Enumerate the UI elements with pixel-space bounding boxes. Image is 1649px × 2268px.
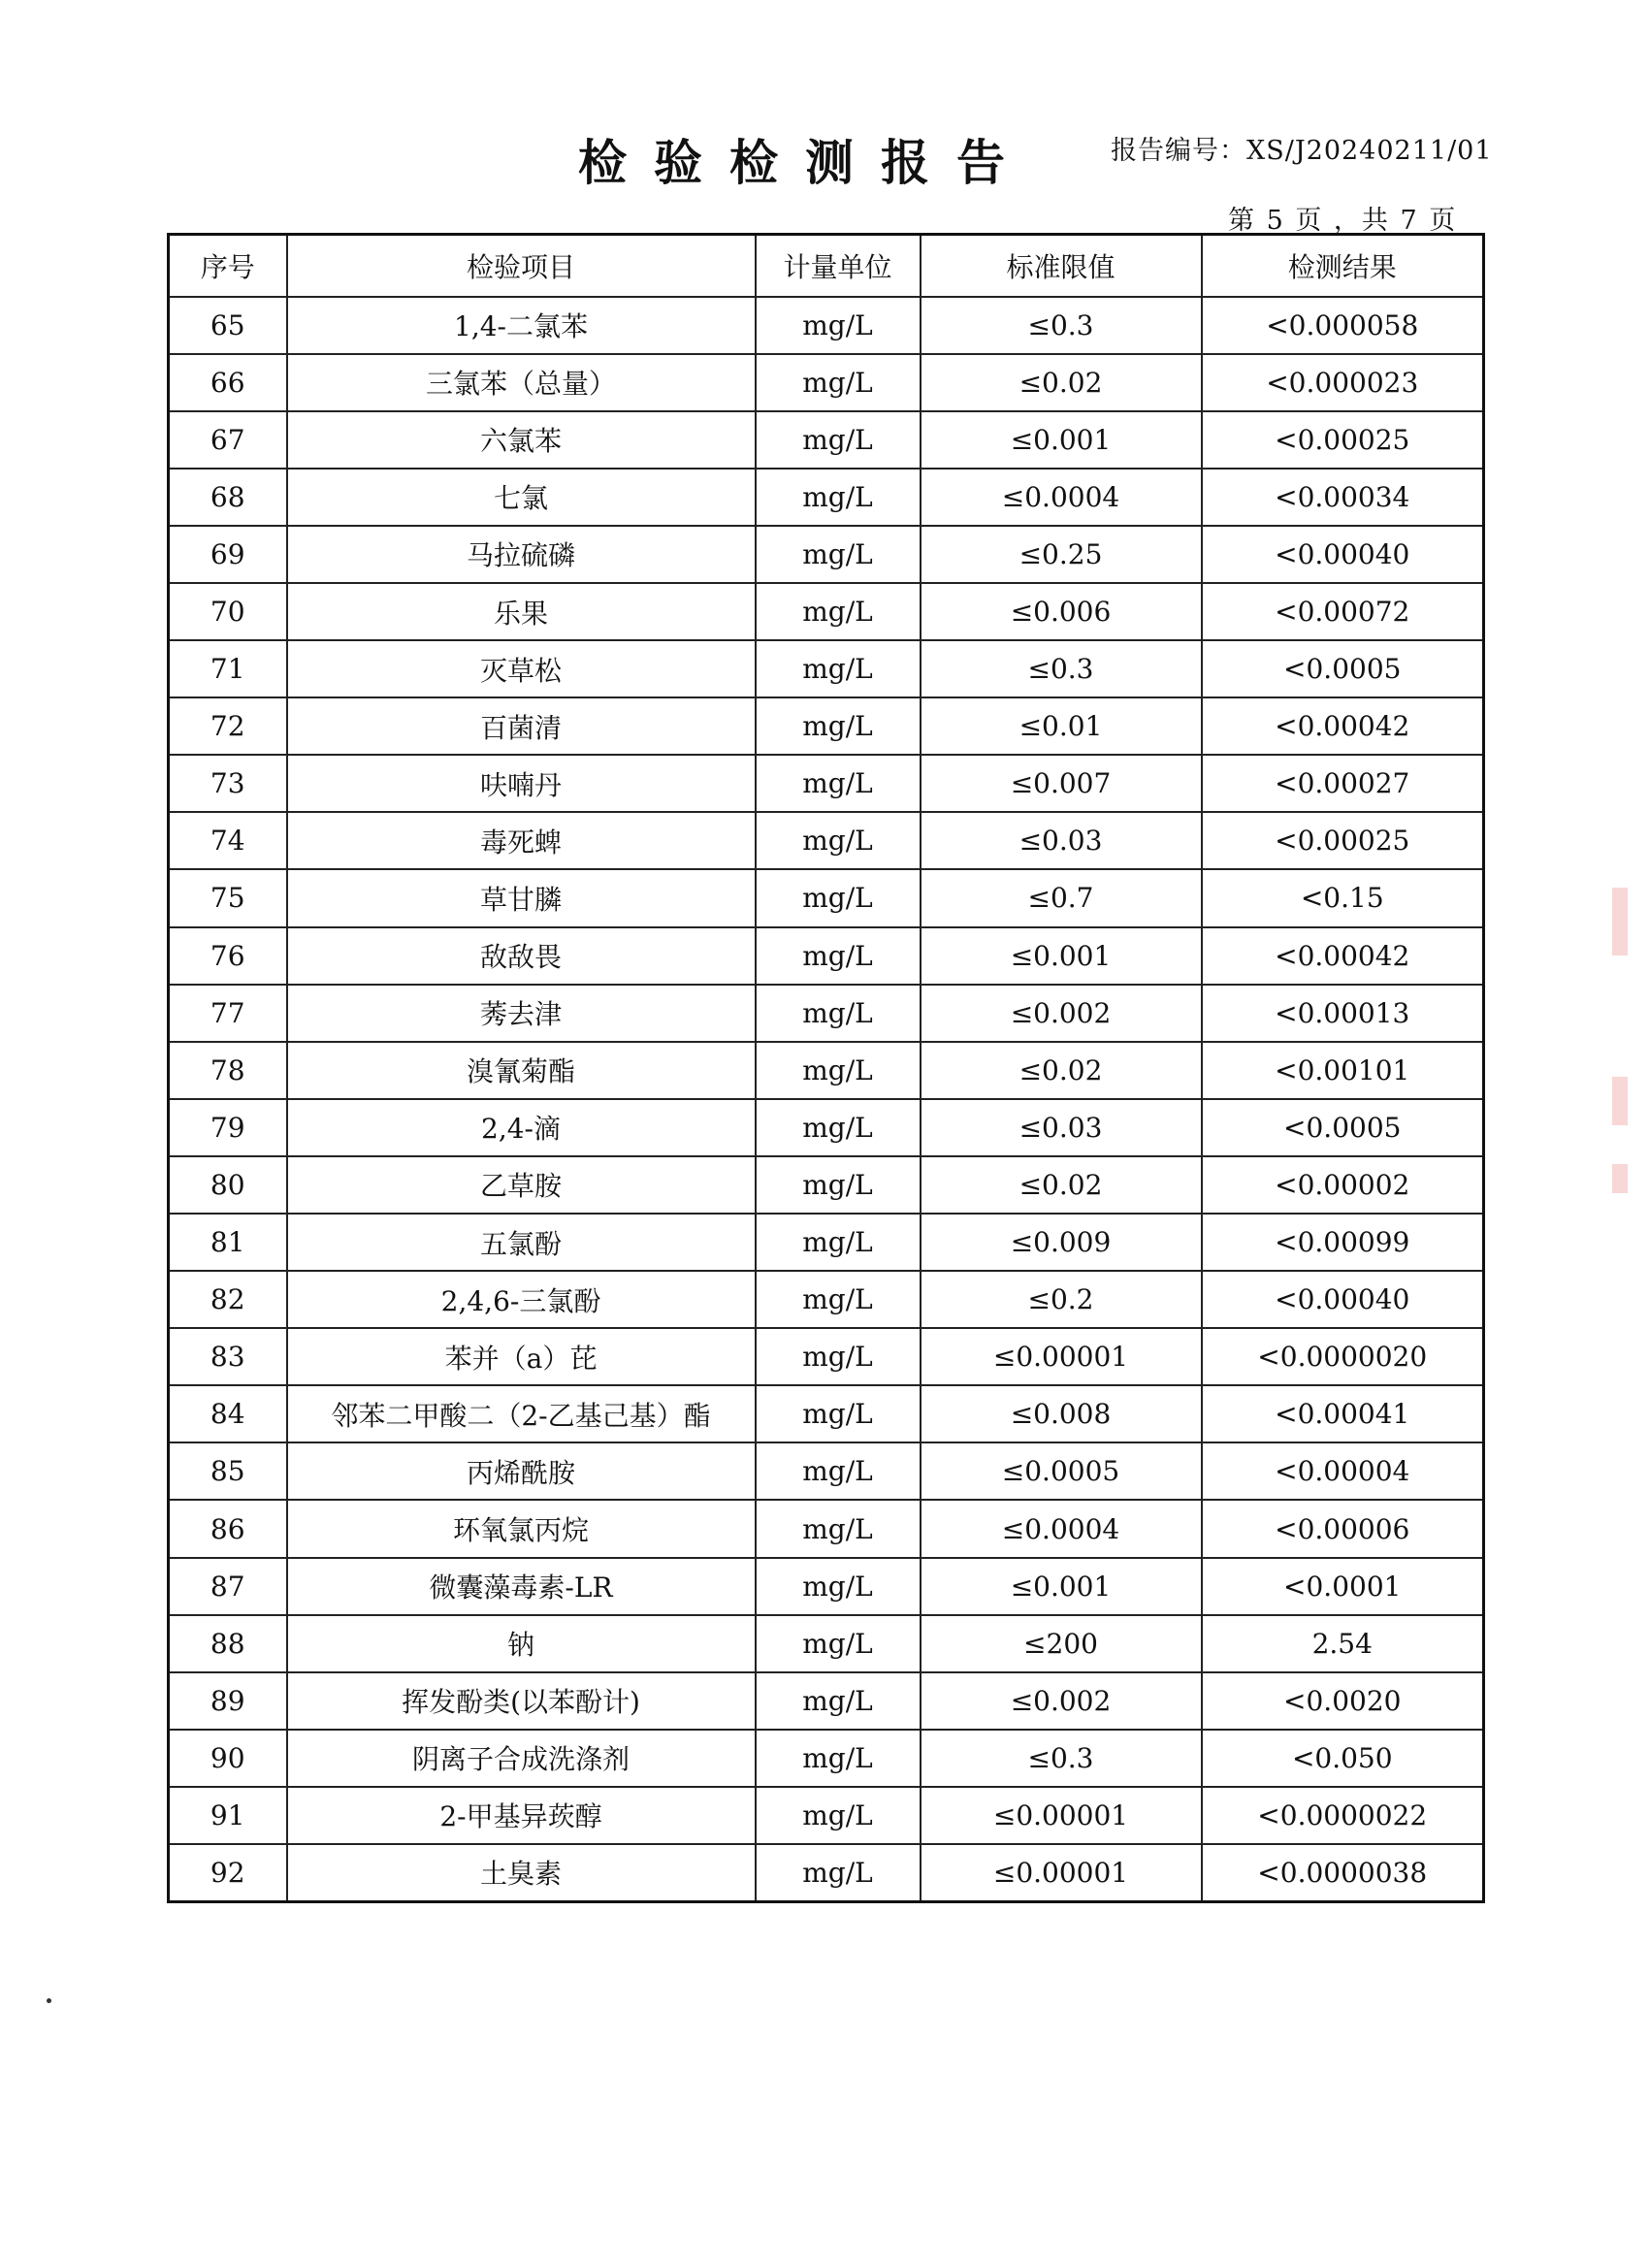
page-indicator: 第 5 页 ，共 7 页 [1228, 206, 1458, 236]
column-header-result: 检测结果 [1202, 235, 1484, 297]
cell-limit: ≤0.001 [921, 927, 1202, 985]
cell-limit: ≤0.0004 [921, 1500, 1202, 1557]
cell-result: <0.00042 [1202, 697, 1484, 755]
cell-limit: ≤0.006 [921, 583, 1202, 640]
cell-limit: ≤0.002 [921, 1672, 1202, 1730]
cell-seq: 84 [169, 1385, 287, 1442]
cell-unit: mg/L [756, 1385, 921, 1442]
cell-result: <0.00006 [1202, 1500, 1484, 1557]
table-row [169, 1099, 1484, 1156]
cell-limit: ≤0.3 [921, 297, 1202, 354]
cell-unit: mg/L [756, 755, 921, 812]
cell-limit: ≤0.009 [921, 1214, 1202, 1271]
cell-limit: ≤0.0005 [921, 1442, 1202, 1500]
table-row [169, 1328, 1484, 1385]
cell-result: <0.000058 [1202, 297, 1484, 354]
table-row [169, 1271, 1484, 1328]
cell-unit: mg/L [756, 1558, 921, 1615]
cell-unit: mg/L [756, 297, 921, 354]
cell-unit: mg/L [756, 1042, 921, 1099]
cell-unit: mg/L [756, 1787, 921, 1844]
cell-result: <0.0005 [1202, 1099, 1484, 1156]
cell-limit: ≤0.001 [921, 411, 1202, 469]
cell-unit: mg/L [756, 1099, 921, 1156]
cell-limit: ≤0.01 [921, 697, 1202, 755]
table-row [169, 583, 1484, 640]
cell-item: 乙草胺 [287, 1156, 756, 1214]
cell-item: 三氯苯（总量） [287, 354, 756, 411]
cell-seq: 69 [169, 526, 287, 583]
cell-unit: mg/L [756, 927, 921, 985]
seal-edge-mark [1612, 1164, 1628, 1193]
cell-unit: mg/L [756, 1672, 921, 1730]
cell-seq: 74 [169, 812, 287, 869]
cell-seq: 86 [169, 1500, 287, 1557]
cell-item: 2-甲基异莰醇 [287, 1787, 756, 1844]
table-row [169, 1214, 1484, 1271]
cell-seq: 78 [169, 1042, 287, 1099]
cell-unit: mg/L [756, 640, 921, 697]
table-row [169, 526, 1484, 583]
cell-result: <0.0001 [1202, 1558, 1484, 1615]
cell-item: 敌敌畏 [287, 927, 756, 985]
cell-result: <0.00101 [1202, 1042, 1484, 1099]
cell-result: <0.00013 [1202, 985, 1484, 1042]
table-row [169, 812, 1484, 869]
cell-item: 六氯苯 [287, 411, 756, 469]
table-header-row [169, 235, 1484, 297]
cell-seq: 79 [169, 1099, 287, 1156]
cell-unit: mg/L [756, 1615, 921, 1672]
cell-seq: 90 [169, 1730, 287, 1787]
cell-result: <0.00034 [1202, 469, 1484, 526]
cell-unit: mg/L [756, 1271, 921, 1328]
table-row [169, 755, 1484, 812]
seal-edge-mark [1612, 1077, 1628, 1125]
cell-item: 乐果 [287, 583, 756, 640]
table-row [169, 985, 1484, 1042]
cell-seq: 77 [169, 985, 287, 1042]
scan-speck [47, 1998, 51, 2003]
cell-result: <0.00099 [1202, 1214, 1484, 1271]
column-header-limit: 标准限值 [921, 235, 1202, 297]
table-row [169, 469, 1484, 526]
table-row [169, 1730, 1484, 1787]
cell-result: <0.00042 [1202, 927, 1484, 985]
cell-limit: ≤0.00001 [921, 1787, 1202, 1844]
table-row [169, 1844, 1484, 1901]
cell-limit: ≤200 [921, 1615, 1202, 1672]
cell-unit: mg/L [756, 1730, 921, 1787]
table-row [169, 297, 1484, 354]
test-results-table [167, 233, 1485, 1903]
cell-limit: ≤0.008 [921, 1385, 1202, 1442]
cell-result: <0.00002 [1202, 1156, 1484, 1214]
cell-seq: 73 [169, 755, 287, 812]
cell-item: 百菌清 [287, 697, 756, 755]
cell-result: <0.00072 [1202, 583, 1484, 640]
cell-item: 钠 [287, 1615, 756, 1672]
column-header-unit: 计量单位 [756, 235, 921, 297]
cell-result: <0.050 [1202, 1730, 1484, 1787]
cell-unit: mg/L [756, 1500, 921, 1557]
cell-unit: mg/L [756, 697, 921, 755]
cell-result: <0.00027 [1202, 755, 1484, 812]
table-row [169, 1615, 1484, 1672]
cell-result: <0.000023 [1202, 354, 1484, 411]
cell-seq: 68 [169, 469, 287, 526]
cell-result: <0.0020 [1202, 1672, 1484, 1730]
cell-unit: mg/L [756, 985, 921, 1042]
cell-item: 土臭素 [287, 1844, 756, 1901]
cell-seq: 76 [169, 927, 287, 985]
cell-unit: mg/L [756, 1214, 921, 1271]
cell-result: <0.00040 [1202, 1271, 1484, 1328]
column-header-item: 检验项目 [287, 235, 756, 297]
cell-seq: 67 [169, 411, 287, 469]
cell-item: 邻苯二甲酸二（2-乙基己基）酯 [287, 1385, 756, 1442]
cell-seq: 65 [169, 297, 287, 354]
cell-item: 阴离子合成洗涤剂 [287, 1730, 756, 1787]
cell-result: <0.0000038 [1202, 1844, 1484, 1901]
table-row [169, 411, 1484, 469]
cell-seq: 72 [169, 697, 287, 755]
cell-limit: ≤0.0004 [921, 469, 1202, 526]
cell-unit: mg/L [756, 1442, 921, 1500]
cell-seq: 82 [169, 1271, 287, 1328]
report-title: 检验检测报告 [578, 134, 1032, 191]
table-row [169, 869, 1484, 926]
cell-result: <0.0000022 [1202, 1787, 1484, 1844]
cell-item: 环氧氯丙烷 [287, 1500, 756, 1557]
cell-item: 苯并（a）芘 [287, 1328, 756, 1385]
cell-item: 挥发酚类(以苯酚计) [287, 1672, 756, 1730]
cell-item: 马拉硫磷 [287, 526, 756, 583]
cell-limit: ≤0.00001 [921, 1844, 1202, 1901]
cell-result: <0.00004 [1202, 1442, 1484, 1500]
cell-limit: ≤0.007 [921, 755, 1202, 812]
cell-seq: 66 [169, 354, 287, 411]
cell-limit: ≤0.03 [921, 812, 1202, 869]
table-row [169, 697, 1484, 755]
cell-unit: mg/L [756, 1844, 921, 1901]
cell-limit: ≤0.02 [921, 1156, 1202, 1214]
table-row [169, 1442, 1484, 1500]
cell-limit: ≤0.2 [921, 1271, 1202, 1328]
cell-item: 微囊藻毒素-LR [287, 1558, 756, 1615]
cell-seq: 91 [169, 1787, 287, 1844]
cell-item: 1,4-二氯苯 [287, 297, 756, 354]
cell-result: <0.00040 [1202, 526, 1484, 583]
cell-limit: ≤0.3 [921, 1730, 1202, 1787]
table-row [169, 1500, 1484, 1557]
cell-unit: mg/L [756, 469, 921, 526]
table-row [169, 1558, 1484, 1615]
table-row [169, 640, 1484, 697]
cell-unit: mg/L [756, 583, 921, 640]
column-header-seq: 序号 [169, 235, 287, 297]
cell-unit: mg/L [756, 1156, 921, 1214]
cell-unit: mg/L [756, 354, 921, 411]
cell-result: <0.0005 [1202, 640, 1484, 697]
cell-limit: ≤0.25 [921, 526, 1202, 583]
table-row [169, 927, 1484, 985]
table-row [169, 354, 1484, 411]
cell-limit: ≤0.7 [921, 869, 1202, 926]
cell-seq: 92 [169, 1844, 287, 1901]
cell-item: 灭草松 [287, 640, 756, 697]
cell-item: 七氯 [287, 469, 756, 526]
cell-seq: 83 [169, 1328, 287, 1385]
cell-seq: 81 [169, 1214, 287, 1271]
cell-unit: mg/L [756, 812, 921, 869]
cell-limit: ≤0.001 [921, 1558, 1202, 1615]
cell-limit: ≤0.002 [921, 985, 1202, 1042]
cell-seq: 88 [169, 1615, 287, 1672]
cell-item: 草甘膦 [287, 869, 756, 926]
cell-seq: 70 [169, 583, 287, 640]
table-row [169, 1385, 1484, 1442]
cell-result: <0.00041 [1202, 1385, 1484, 1442]
report-number: 报告编号：XS/J20240211/01 [1111, 136, 1493, 166]
cell-result: <0.00025 [1202, 411, 1484, 469]
cell-item: 2,4-滴 [287, 1099, 756, 1156]
cell-seq: 75 [169, 869, 287, 926]
cell-result: <0.00025 [1202, 812, 1484, 869]
cell-item: 溴氰菊酯 [287, 1042, 756, 1099]
cell-limit: ≤0.03 [921, 1099, 1202, 1156]
cell-seq: 71 [169, 640, 287, 697]
cell-unit: mg/L [756, 869, 921, 926]
table-row [169, 1787, 1484, 1844]
cell-result: <0.0000020 [1202, 1328, 1484, 1385]
table-row [169, 1156, 1484, 1214]
cell-limit: ≤0.00001 [921, 1328, 1202, 1385]
cell-item: 莠去津 [287, 985, 756, 1042]
cell-item: 丙烯酰胺 [287, 1442, 756, 1500]
seal-edge-mark [1612, 888, 1628, 956]
cell-unit: mg/L [756, 526, 921, 583]
cell-result: <0.15 [1202, 869, 1484, 926]
cell-item: 毒死蜱 [287, 812, 756, 869]
table-row [169, 1672, 1484, 1730]
cell-seq: 89 [169, 1672, 287, 1730]
cell-unit: mg/L [756, 1328, 921, 1385]
cell-limit: ≤0.3 [921, 640, 1202, 697]
cell-limit: ≤0.02 [921, 354, 1202, 411]
cell-seq: 85 [169, 1442, 287, 1500]
cell-item: 五氯酚 [287, 1214, 756, 1271]
table-row [169, 1042, 1484, 1099]
cell-seq: 80 [169, 1156, 287, 1214]
cell-seq: 87 [169, 1558, 287, 1615]
cell-limit: ≤0.02 [921, 1042, 1202, 1099]
cell-unit: mg/L [756, 411, 921, 469]
cell-result: 2.54 [1202, 1615, 1484, 1672]
cell-item: 呋喃丹 [287, 755, 756, 812]
cell-item: 2,4,6-三氯酚 [287, 1271, 756, 1328]
